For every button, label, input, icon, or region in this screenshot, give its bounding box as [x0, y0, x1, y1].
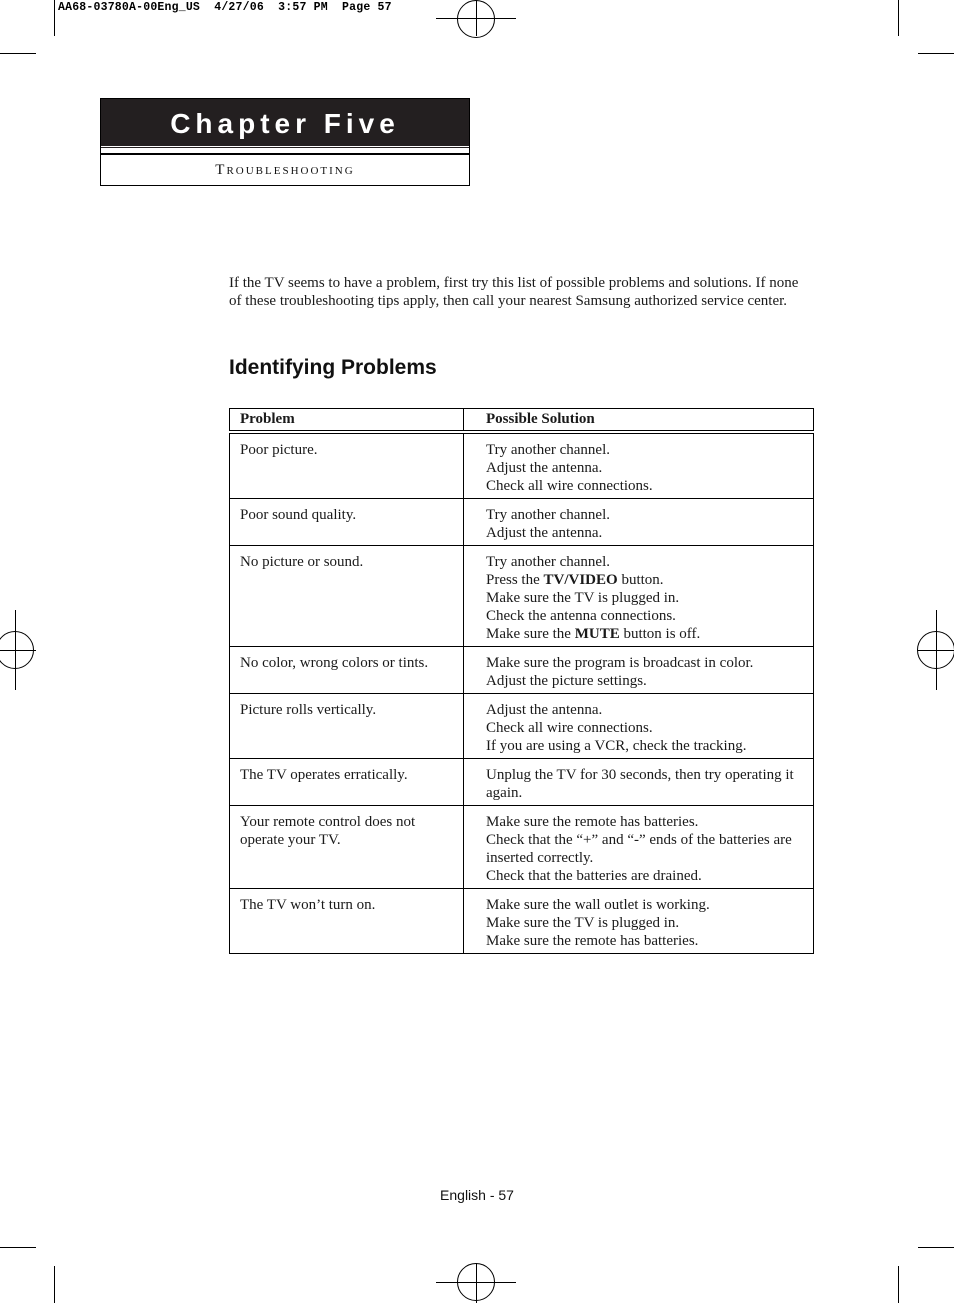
- crop-mark: [918, 1247, 954, 1248]
- solution-text: button is off.: [619, 626, 701, 642]
- solution-text: Check the antenna connections.: [486, 608, 676, 624]
- problem-cell: Poor picture.: [230, 432, 464, 499]
- problem-cell: No picture or sound.: [230, 546, 464, 647]
- solution-cell: [464, 499, 814, 546]
- problem-cell: No color, wrong colors or tints.: [230, 647, 464, 694]
- crop-mark: [54, 0, 55, 36]
- solution-text: Try another channel.: [486, 442, 610, 458]
- solution-text: Adjust the picture settings.: [486, 673, 647, 689]
- solution-line: [486, 571, 803, 589]
- solution-text: Check all wire connections.: [486, 478, 653, 494]
- solution-line: [486, 672, 803, 690]
- solution-line: [486, 553, 803, 571]
- solution-text: Make sure the: [486, 626, 575, 642]
- solution-cell: [464, 546, 814, 647]
- solution-line: [486, 506, 803, 524]
- solution-cell: [464, 759, 814, 806]
- solution-cell: [464, 694, 814, 759]
- solution-text: Check that the “+” and “-” ends of the batteries are inserted correctly.: [486, 832, 792, 866]
- solution-text: Adjust the antenna.: [486, 525, 603, 541]
- table-header-row: [230, 409, 814, 433]
- solution-text: Adjust the antenna.: [486, 460, 603, 476]
- chapter-heading-box: [100, 98, 470, 186]
- troubleshooting-table: [229, 408, 814, 954]
- crop-mark: [898, 1266, 899, 1303]
- solution-line: [486, 896, 803, 914]
- solution-text: Try another channel.: [486, 507, 610, 523]
- table-row: [230, 499, 814, 546]
- problem-cell: The TV operates erratically.: [230, 759, 464, 806]
- table-row: [230, 694, 814, 759]
- solution-line: [486, 441, 803, 459]
- solution-cell: [464, 889, 814, 954]
- solution-line: [486, 589, 803, 607]
- solution-text: Press the: [486, 572, 544, 588]
- problem-cell: Poor sound quality.: [230, 499, 464, 546]
- solution-line: [486, 607, 803, 625]
- solution-line: [486, 737, 803, 755]
- table-row: [230, 647, 814, 694]
- solution-cell: [464, 432, 814, 499]
- problem-cell: Your remote control does not operate your TV.: [230, 806, 464, 889]
- solution-line: [486, 719, 803, 737]
- crop-mark: [898, 0, 899, 36]
- solution-text: button.: [617, 572, 664, 588]
- solution-text: Make sure the TV is plugged in.: [486, 915, 680, 931]
- crop-mark: [0, 53, 36, 54]
- table-row: [230, 546, 814, 647]
- solution-text: Make sure the wall outlet is working.: [486, 897, 710, 913]
- solution-line: [486, 932, 803, 950]
- solution-text: Check that the batteries are drained.: [486, 868, 702, 884]
- solution-text: Unplug the TV for 30 seconds, then try operating it again.: [486, 767, 794, 801]
- solution-cell: [464, 806, 814, 889]
- page-footer: [0, 1187, 954, 1203]
- print-header: AA68-03780A-00Eng_US 4/27/06 3:57 PM Page 57: [58, 1, 392, 14]
- solution-line: [486, 477, 803, 495]
- solution-line: [486, 524, 803, 542]
- table-row: [230, 806, 814, 889]
- crop-mark: [54, 1266, 55, 1303]
- chapter-title: Chapter Five: [101, 99, 469, 149]
- solution-text: Check all wire connections.: [486, 720, 653, 736]
- button-name: TV/VIDEO: [543, 572, 618, 588]
- solution-cell: [464, 647, 814, 694]
- page-number: English - 57: [440, 1187, 514, 1203]
- solution-line: [486, 459, 803, 477]
- solution-text: If you are using a VCR, check the tracking.: [486, 738, 747, 754]
- solution-text: Make sure the program is broadcast in color.: [486, 655, 754, 671]
- column-header-solution: Possible Solution: [464, 409, 814, 433]
- problem-cell: Picture rolls vertically.: [230, 694, 464, 759]
- crop-mark: [0, 1247, 36, 1248]
- table-row: [230, 432, 814, 499]
- chapter-subtitle: Troubleshooting: [101, 153, 469, 187]
- crop-mark: [918, 53, 954, 54]
- button-name: MUTE: [574, 626, 620, 642]
- intro-paragraph: If the TV seems to have a problem, first try this list of possible problems and solutions. If none of these troubleshooting tips apply, then call your nearest Samsung authorized service center.: [229, 275, 799, 309]
- table-row: [230, 759, 814, 806]
- solution-line: [486, 813, 803, 831]
- solution-text: Adjust the antenna.: [486, 702, 603, 718]
- solution-text: Make sure the TV is plugged in.: [486, 590, 680, 606]
- table-body: [230, 432, 814, 954]
- section-title: Identifying Problems: [229, 356, 437, 379]
- column-header-problem: Problem: [230, 409, 464, 433]
- solution-line: [486, 867, 803, 885]
- solution-line: [486, 701, 803, 719]
- solution-line: [486, 914, 803, 932]
- solution-line: [486, 831, 803, 867]
- solution-line: [486, 766, 803, 802]
- problem-cell: The TV won’t turn on.: [230, 889, 464, 954]
- solution-text: Make sure the remote has batteries.: [486, 933, 699, 949]
- solution-line: [486, 654, 803, 672]
- solution-text: Make sure the remote has batteries.: [486, 814, 699, 830]
- solution-text: Try another channel.: [486, 554, 610, 570]
- table-row: [230, 889, 814, 954]
- solution-line: [486, 625, 803, 643]
